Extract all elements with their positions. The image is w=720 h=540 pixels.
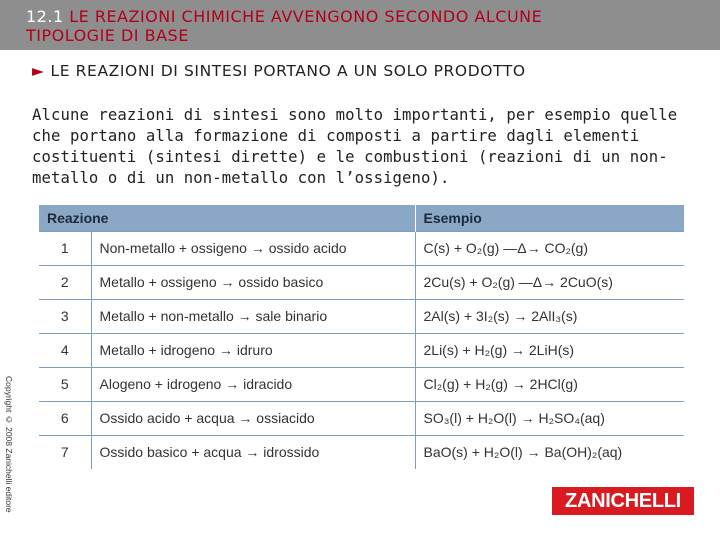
table-row <box>39 435 684 469</box>
reaction-type: Metallo + non-metallo → sale binario <box>91 299 415 333</box>
reaction-type: Non-metallo + ossigeno → ossido acido <box>91 231 415 265</box>
header-reazione: Reazione <box>39 205 415 231</box>
body-paragraph: Alcune reazioni di sintesi sono molto importanti, per esempio quelle che portano alla formazione di composti a partire dagli elementi costituenti (sintesi dirette) e le combustioni (reazioni di un non-metallo o di un non-metallo con l’ossigeno). <box>32 106 678 187</box>
row-number: 7 <box>39 435 91 469</box>
reaction-example: SO₃(l) + H₂O(l) → H₂SO₄(aq) <box>415 401 684 435</box>
reaction-example: C(s) + O₂(g) —Δ→ CO₂(g) <box>415 231 684 265</box>
copyright-notice: Copyright © 2008 Zanichelli editore <box>4 376 14 513</box>
table-row <box>39 265 684 299</box>
row-number: 3 <box>39 299 91 333</box>
reactions-table <box>39 205 684 469</box>
section-number: 12.1 <box>26 7 64 26</box>
row-number: 6 <box>39 401 91 435</box>
reaction-type: Ossido acido + acqua → ossiacido <box>91 401 415 435</box>
slide-title <box>26 7 666 45</box>
section-subtitle <box>32 62 526 80</box>
subtitle-text: LE REAZIONI DI SINTESI PORTANO A UN SOLO PRODOTTO <box>50 62 526 80</box>
row-number: 4 <box>39 333 91 367</box>
row-number: 2 <box>39 265 91 299</box>
reaction-example: 2Li(s) + H₂(g) → 2LiH(s) <box>415 333 684 367</box>
row-number: 5 <box>39 367 91 401</box>
reaction-example: BaO(s) + H₂O(l) → Ba(OH)₂(aq) <box>415 435 684 469</box>
table-row <box>39 299 684 333</box>
reaction-example: 2Cu(s) + O₂(g) —Δ→ 2CuO(s) <box>415 265 684 299</box>
table-row <box>39 333 684 367</box>
reaction-type: Metallo + ossigeno → ossido basico <box>91 265 415 299</box>
title-line-1: LE REAZIONI CHIMICHE AVVENGONO SECONDO ALCUNE <box>69 7 543 26</box>
reaction-type: Ossido basico + acqua → idrossido <box>91 435 415 469</box>
header-esempio: Esempio <box>415 205 684 231</box>
zanichelli-logo: ZANICHELLI <box>552 487 694 515</box>
table-row <box>39 367 684 401</box>
reaction-example: Cl₂(g) + H₂(g) → 2HCl(g) <box>415 367 684 401</box>
title-line-2: TIPOLOGIE DI BASE <box>26 26 189 45</box>
slide-header <box>0 0 720 50</box>
reaction-type: Metallo + idrogeno → idruro <box>91 333 415 367</box>
table-header-row <box>39 205 684 231</box>
triangle-bullet-icon: ► <box>32 62 45 80</box>
table-row <box>39 401 684 435</box>
reaction-type: Alogeno + idrogeno → idracido <box>91 367 415 401</box>
row-number: 1 <box>39 231 91 265</box>
table-row <box>39 231 684 265</box>
reaction-example: 2Al(s) + 3I₂(s) → 2AlI₃(s) <box>415 299 684 333</box>
